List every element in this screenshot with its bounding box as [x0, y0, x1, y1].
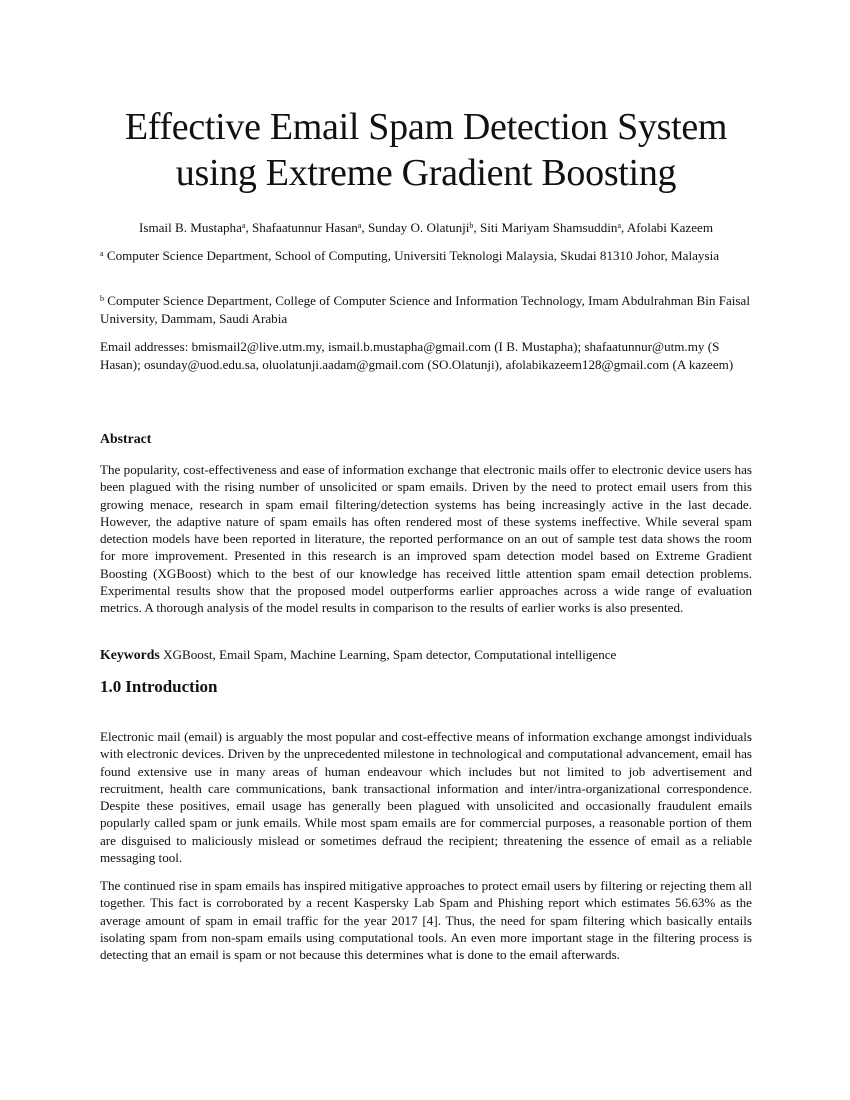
affiliation-a [100, 247, 752, 265]
keywords [100, 646, 752, 664]
author-affiliation-mark: b [469, 221, 474, 230]
section-title: Introduction [125, 677, 218, 696]
author-name: Shafaatunnur Hasan [252, 220, 358, 235]
abstract-text: The popularity, cost-effectiveness and ease of information exchange that electronic mails offer to electronic device users has been plagued with the rising number of unsolicited or spam emails. Driven by the need to protect email users from this growing menace, research in spam email filtering/detection systems has being increasingly active in the last decade. However, the adaptive nature of spam emails has often rendered most of these systems ineffective. While several spam detection models have been reported in literature, the reported performance on an out of sample test data shows the room for more improvement. Presented in this research is an improved spam detection model based on Extreme Gradient Boosting (XGBoost) which to the best of our knowledge has received little attention spam email detection problems. Experimental results show that the proposed model outperforms earlier approaches across a wide range of evaluation metrics. A thorough analysis of the model results in comparison to the results of earlier works is also presented. [100, 462, 752, 616]
affiliation-text: Computer Science Department, College of Computer Science and Information Technology, Imam Abdulrahman Bin Faisal University, Dammam, Saudi Arabia [100, 293, 750, 326]
affiliation-mark: b [100, 294, 104, 303]
keywords-list: XGBoost, Email Spam, Machine Learning, Spam detector, Computational intelligence [163, 647, 617, 662]
author-emails: Email addresses: bmismail2@live.utm.my, ismail.b.mustapha@gmail.com (I B. Mustapha); shafaatunnur@utm.my (S Hasan); osunday@uod.edu.sa, oluolatunji.aadam@gmail.com (SO.Olatunji), afolabikazeem128@gmail.com (A kazeem) [100, 339, 734, 372]
paper-title [100, 104, 752, 196]
author-affiliation-mark: a [617, 221, 622, 230]
intro-paragraph-1: Electronic mail (email) is arguably the most popular and cost-effective means of information exchange amongst individuals with electronic devices. Driven by the unprecedented milestone in technological and computational advancement, email has found extensive use in many areas of human endeavour which includes but not limited to job advertisement and recruitment, health care communications, bank transactional information and inter/intra-organizational correspondence. Despite these positives, email usage has generally been plagued with unsolicited and occasionally fraudulent emails popularly called spam or junk emails. While most spam emails are for commercial purposes, a reasonable portion of them are disguised to maliciously mislead or sometimes defraud the recipient; threatening the essence of email as a reliable messaging tool. [100, 729, 752, 866]
author-affiliation-mark: a [357, 221, 362, 230]
keywords-label: Keywords [100, 647, 160, 662]
author-name: Sunday O. Olatunji [367, 220, 470, 235]
affiliation-b [100, 292, 752, 328]
affiliation-text: Computer Science Department, School of Computing, Universiti Teknologi Malaysia, Skudai 81310 Johor, Malaysia [106, 248, 720, 263]
paper-title-line-1: Effective Email Spam Detection System [124, 106, 728, 148]
abstract-heading: Abstract [100, 431, 152, 446]
author-name: Afolabi Kazeem [626, 220, 714, 235]
section-number: 1.0 [100, 677, 122, 696]
affiliation-mark: a [100, 249, 104, 258]
section-heading-introduction [100, 677, 218, 697]
author-affiliation-mark: a [241, 221, 246, 230]
paper-title-line-2: using Extreme Gradient Boosting [175, 152, 677, 194]
author-list: Ismail B. Mustapha$^a$, Shafaatunnur Hasan$^a$, Sunday O. Olatunji$^b$, Siti Mariyam Shamsuddin$^a$, Afolabi Kazeem [138, 220, 714, 235]
author-name: Ismail B. Mustapha [138, 220, 242, 235]
intro-paragraph-2: The continued rise in spam emails has inspired mitigative approaches to protect email users by filtering or rejecting them all together. This fact is corroborated by a recent Kaspersky Lab Spam and Phishing report which estimates 56.63% as the average amount of spam in email traffic for the year 2017 [4]. Thus, the need for spam filtering which basically entails isolating spam from non-spam emails using computational tools. An even more important stage in the filtering process is detecting that an email is spam or not because this determines what is done to the email afterwards. [100, 878, 752, 963]
author-name: Siti Mariyam Shamsuddin [479, 220, 618, 235]
